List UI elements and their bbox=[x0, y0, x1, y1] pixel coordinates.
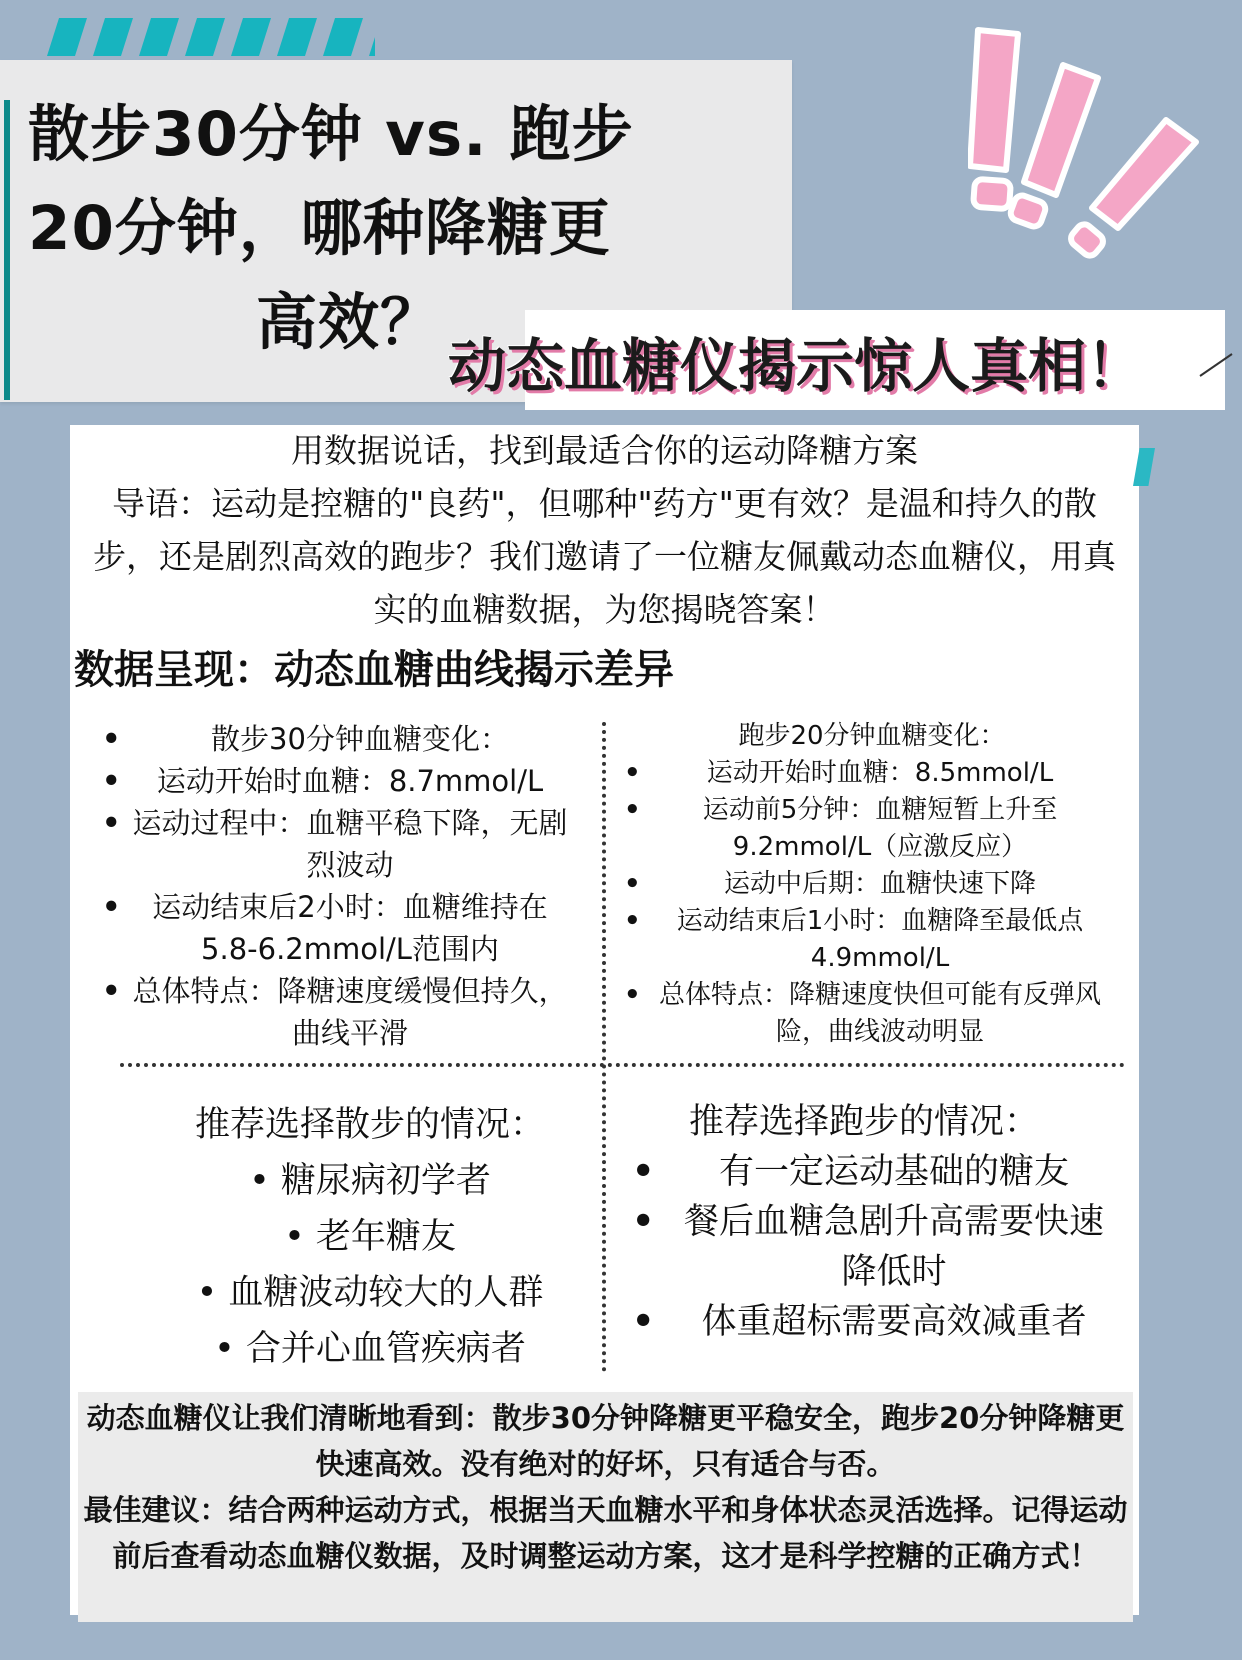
exclamation-marks-icon bbox=[968, 20, 1228, 260]
section-title-text: 数据呈现：动态血糖曲线揭示差异 bbox=[74, 647, 674, 693]
running-item: • 运动结束后1小时：血糖降至最低点4.9mmol/L bbox=[612, 903, 1126, 977]
recommend-running-item: • 餐后血糖急剧升高需要快速降低时 bbox=[612, 1197, 1126, 1297]
recommend-walking-item: • 糖尿病初学者 bbox=[249, 1161, 491, 1201]
walking-item: • 总体特点：降糖速度缓慢但持久，曲线平滑 bbox=[90, 970, 590, 1054]
summary-line-2: 最佳建议：结合两种运动方式，根据当天血糖水平和身体状态灵活选择。记得运动前后查看动态血糖仪数据，及时调整运动方案，这才是科学控糖的正确方式！ bbox=[83, 1493, 1128, 1573]
running-data-column bbox=[612, 718, 1126, 1051]
running-item: • 总体特点：降糖速度快但可能有反弹风险，曲线波动明显 bbox=[612, 977, 1126, 1051]
recommend-running-title: 推荐选择跑步的情况： bbox=[688, 1102, 1039, 1142]
intro-text: 导语：运动是控糖的"良药"，但哪种"药方"更有效？是温和持久的散步，还是剧烈高效的跑步？我们邀请了一位糖友佩戴动态血糖仪，用真实的血糖数据，为您揭晓答案！ bbox=[93, 484, 1116, 629]
running-item: • 运动前5分钟：血糖短暂上升至9.2mmol/L（应激反应） bbox=[612, 792, 1126, 866]
intro-headline: 用数据说话，找到最适合你的运动降糖方案 bbox=[291, 431, 918, 470]
walking-item: • 运动过程中：血糖平稳下降，无剧烈波动 bbox=[90, 802, 590, 886]
running-item: • 运动开始时血糖：8.5mmol/L bbox=[612, 755, 1126, 792]
title-line-2: 20分钟，哪种降糖更 bbox=[28, 193, 611, 264]
running-title: 跑步20分钟血糖变化： bbox=[738, 721, 1006, 751]
recommend-walking-column bbox=[140, 1097, 600, 1377]
title-line-3: 高效？ bbox=[256, 287, 443, 358]
decorative-stripe-bar bbox=[45, 18, 375, 56]
section-title bbox=[74, 642, 674, 698]
page-subtitle: 动态血糖仪揭示惊人真相！ bbox=[448, 332, 1145, 400]
walking-title: • 散步30分钟血糖变化： bbox=[90, 718, 590, 760]
recommend-walking-title: 推荐选择散步的情况： bbox=[194, 1105, 545, 1145]
walking-item: • 运动结束后2小时：血糖维持在5.8-6.2mmol/L范围内 bbox=[90, 886, 590, 970]
arrow-tip-icon bbox=[1198, 350, 1234, 380]
recommend-running-item: • 有一定运动基础的糖友 bbox=[612, 1147, 1126, 1197]
walking-data-column bbox=[90, 718, 590, 1054]
summary-line-1: 动态血糖仪让我们清晰地看到：散步30分钟降糖更平稳安全，跑步20分钟降糖更快速高效。没有绝对的好坏，只有适合与否。 bbox=[86, 1401, 1125, 1481]
summary-text bbox=[78, 1395, 1133, 1579]
recommend-running-item: • 体重超标需要高效减重者 bbox=[612, 1297, 1126, 1347]
running-item: • 运动中后期：血糖快速下降 bbox=[612, 866, 1126, 903]
title-accent-bar bbox=[4, 100, 10, 400]
horizontal-dotted-divider bbox=[120, 1063, 1125, 1067]
title-line-1: 散步30分钟 vs. 跑步 bbox=[28, 99, 634, 170]
recommend-running-column bbox=[612, 1097, 1126, 1347]
walking-item: • 运动开始时血糖：8.7mmol/L bbox=[90, 760, 590, 802]
recommend-walking-item: • 合并心血管疾病者 bbox=[214, 1329, 526, 1369]
recommend-walking-item: • 老年糖友 bbox=[284, 1217, 456, 1257]
vertical-dotted-divider bbox=[602, 722, 606, 1372]
recommend-walking-item: • 血糖波动较大的人群 bbox=[196, 1273, 544, 1313]
